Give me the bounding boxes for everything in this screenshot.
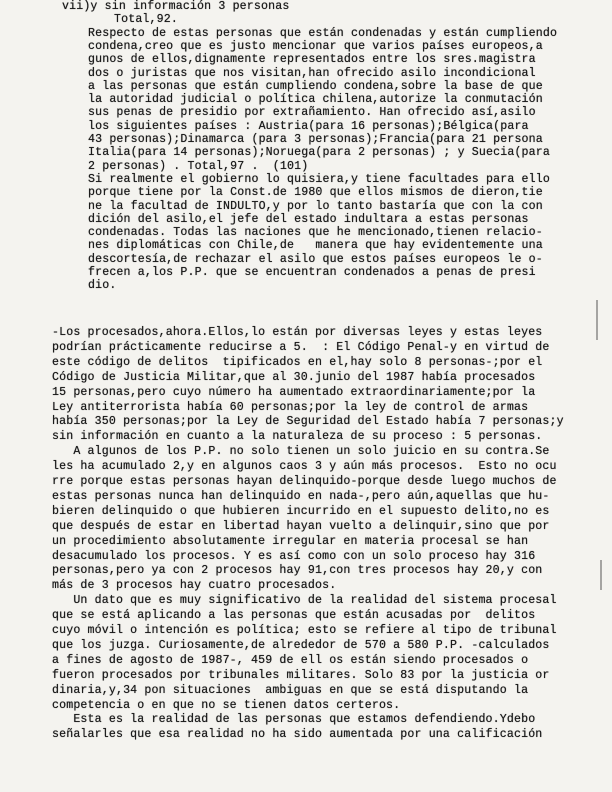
text-line: desacumulado los procesos. Y es así como con un solo proceso hay 316 [52,549,536,563]
text-line: que los juzga. Curiosamente,de alrededor de 570 a 580 P.P. -calculados [52,638,550,652]
text-line: sus penas de presidio por extrañamiento. Han ofrecido así,asilo [88,106,536,120]
text-line: un procedimiento absolutamente irregular en materia procesal se han [52,534,529,548]
text-line: gunos de ellos,dignamente representados entre los sres.magistra [88,53,536,67]
text-line: Ley antiterrorista había 60 personas;por la ley de control de armas [52,400,529,414]
text-line: señalarles que esa realidad no ha sido aumentada por una calificación [52,728,543,742]
text-line: -Los procesados,ahora.Ellos,lo están por diversas leyes y estas leyes [52,326,543,339]
scan-edge-mark [596,300,598,340]
text-line: dio. [88,279,117,293]
text-line: competencia o en que no se tienen datos certeros. [52,698,401,712]
text-line: A algunos de los P.P. no solo tienen un solo juicio en su contra.Se [52,445,550,459]
text-line: 2 personas) . Total,97 . (101) [88,159,309,173]
text-line: los siguientes países : Austria(para 16 personas);Bélgica(para [88,119,529,133]
text-line: estas personas nunca han delinquido en nada-,pero aún,aquellas que hu- [52,489,550,503]
text-line: bieren delinquido o que hubieren incurrido en el supuesto delito,no es [52,504,550,518]
text-line: a las personas que están cumpliendo condena,sobre la base de que [88,79,543,93]
text-line: dición del asilo,el jefe del estado indultara a estas personas [88,212,529,226]
text-line: porque tiene por la Const.de 1980 que ellos mismos de dieron,tie [88,186,543,200]
text-line: dos o juristas que nos visitan,han ofrecido asilo incondicional [88,66,536,80]
text-line: 15 personas,pero cuyo número ha aumentado extraordinariamente;por la [52,385,536,399]
text-line: 43 personas);Dinamarca (para 3 personas);Francia(para 21 persona [88,133,543,146]
text-line: Total,92. [114,13,178,27]
text-line: Respecto de estas personas que están condenadas y están cumpliendo [88,26,558,40]
text-line: que se está aplicando a las personas que están acusadas por delitos [52,609,536,623]
text-line: Esta es la realidad de las personas que estamos defendiendo.Ydebo [52,713,536,727]
text-line: más de 3 procesos hay cuatro procesados. [52,579,337,593]
scan-edge-mark [600,560,602,590]
text-line: a fines de agosto de 1987-, 459 de ell os están siendo procesados o [52,653,529,667]
text-line: Código de Justicia Militar,que al 30.junio del 1987 había procesados [52,370,536,384]
text-line: descortesía,de rechazar el asilo que estos países europeos le o- [88,252,543,266]
text-line: Un dato que es muy significativo de la realidad del sistema procesal [52,594,557,608]
text-line: que después de estar en libertad hayan vuelto a delinquir,sino que por [52,519,550,533]
text-line: Si realmente el gobierno lo quisiera,y tiene facultades para ello [88,172,550,186]
text-line: personas,pero ya con 2 procesos hay 91,con tres procesos hay 20,y con [52,564,543,578]
text-line: vii)y sin información 3 personas [62,0,290,13]
text-line: había 350 personas;por la Ley de Seguridad del Estado había 7 personas;y [52,415,564,429]
text-line: ne la facultad de INDULTO,y por lo tanto bastaría que con la con [88,199,543,213]
text-line: sin información en cuanto a la naturaleza de su proceso : 5 personas. [52,430,543,444]
text-line: rre porque estas personas hayan delinquido-porque desde luego muchos de [52,475,557,488]
text-line: condenadas. Todas las naciones que he mencionado,tienen relacio- [88,226,543,240]
text-line: podrían prácticamente reducirse a 5. : El Código Penal-y en virtud de [52,340,550,354]
text-line: fueron procesados por tribunales militares. Solo 83 por la justicia or [52,668,550,682]
text-line: condena,creo que es justo mencionar que varios países europeos,a [88,39,543,53]
text-line: Italia(para 14 personas);Noruega(para 2 personas) ; y Suecia(para [88,146,550,160]
text-line: nes diplomáticas con Chile,de manera que hay evidentemente una [88,239,543,253]
text-line: frecen a,los P.P. que se encuentran condenados a penas de presi [88,266,536,279]
text-line: la autoridad judicial o política chilena,autorize la conmutación [88,93,543,107]
text-line: dinaria,y,34 pon situaciones ambiguas en que se está disputando la [52,683,529,697]
text-line: este código de delitos tipificados en el,hay solo 8 personas-;por el [52,355,543,369]
text-line: cuyo móvil o intención es política; esto se refiere al tipo de tribunal [52,624,557,637]
text-line: les ha acumulado 2,y en algunos caos 3 y aún más procesos. Esto no ocu [52,460,557,474]
